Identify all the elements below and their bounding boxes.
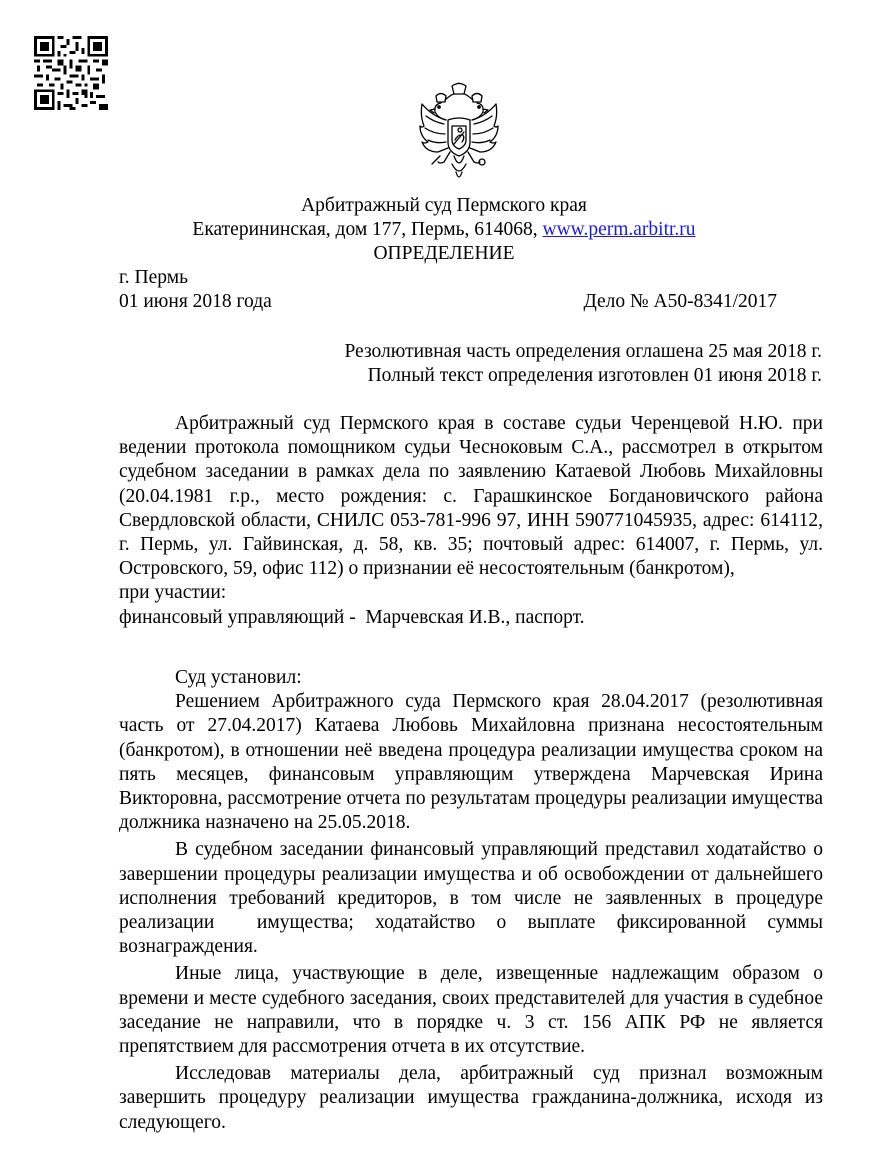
findings-heading: Суд установил: [175,667,302,688]
case-number: Дело № А50-8341/2017 [583,291,777,312]
document-type-title: ОПРЕДЕЛЕНИЕ [373,243,515,264]
qr-code [34,36,108,110]
court-address: Екатерининская, дом 177, Пермь, 614068, [192,219,543,240]
resolution-announced-line: Резолютивная часть определения оглашена 25 мая 2018 г. [344,341,822,362]
findings-paragraph: Исследовав материалы дела, арбитражный суд признал возможным завершить процедуру реализации имущества гражданина-должника, исходя из следующего. [119,1063,823,1133]
intro-section [119,412,823,630]
city: г. Пермь [119,267,188,288]
court-website-link[interactable]: www.perm.arbitr.ru [542,219,696,240]
findings-paragraph: В судебном заседании финансовый управляющий представил ходатайство о завершении процедуры реализации имущества и об освобождении от дальнейшего исполнения требований кредиторов, в том числе не заявленных в процедуре реализации имущества; ходатайство о выплате фиксированной суммы вознаграждения. [119,839,828,958]
document-date: 01 июня 2018 года [119,291,272,312]
participant-line: финансовый управляющий - Марчевская И.В., паспорт. [119,606,585,628]
coat-of-arms-emblem [414,82,504,188]
intro-paragraph: Арбитражный суд Пермского края в составе судьи Черенцевой Н.Ю. при ведении протокола помощником судьи Чесноковым С.А., рассмотрел в открытом судебном заседании в рамках дела по заявлению Катаевой Любовь Михайловны (20.04.1981 г.р., место рождения: с. Гарашкинское Богдановичского района Свердловской области, СНИЛС 053-781-996 97, ИНН 590771045935, адрес: 614112, г. Пермь, ул. Гайвинская, д. 58, кв. 35; почтовый адрес: 614007, г. Пермь, ул. Островского, 59, офис 112) о признании её несостоятельным (банкротом), [119,413,823,580]
participation-label: при участии: [119,582,227,604]
findings-paragraph: Решением Арбитражного суда Пермского края 28.04.2017 (резолютивная часть от 27.04.2017) Катаева Любовь Михайловна признана несостоятельным (банкротом), в отношении неё введена процедура реализации имущества сроком на пять месяцев, финансовым управляющим утверждена Марчевская Ирина Викторовна, рассмотрение отчета по результатам процедуры реализации имущества должника назначено на 25.05.2018. [119,691,823,834]
court-name: Арбитражный суд Пермского края [301,195,587,216]
findings-section [119,666,828,1135]
findings-paragraph: Иные лица, участвующие в деле, извещенные надлежащим образом о времени и месте судебного заседания, своих представителей для участия в судебное заседание не направили, что в порядке ч. 3 ст. 156 АПК РФ не является препятствием для рассмотрения отчета в их отсутствие. [119,963,823,1058]
full-text-prepared-line: Полный текст определения изготовлен 01 июня 2018 г. [367,365,822,386]
court-address-line [0,218,888,242]
